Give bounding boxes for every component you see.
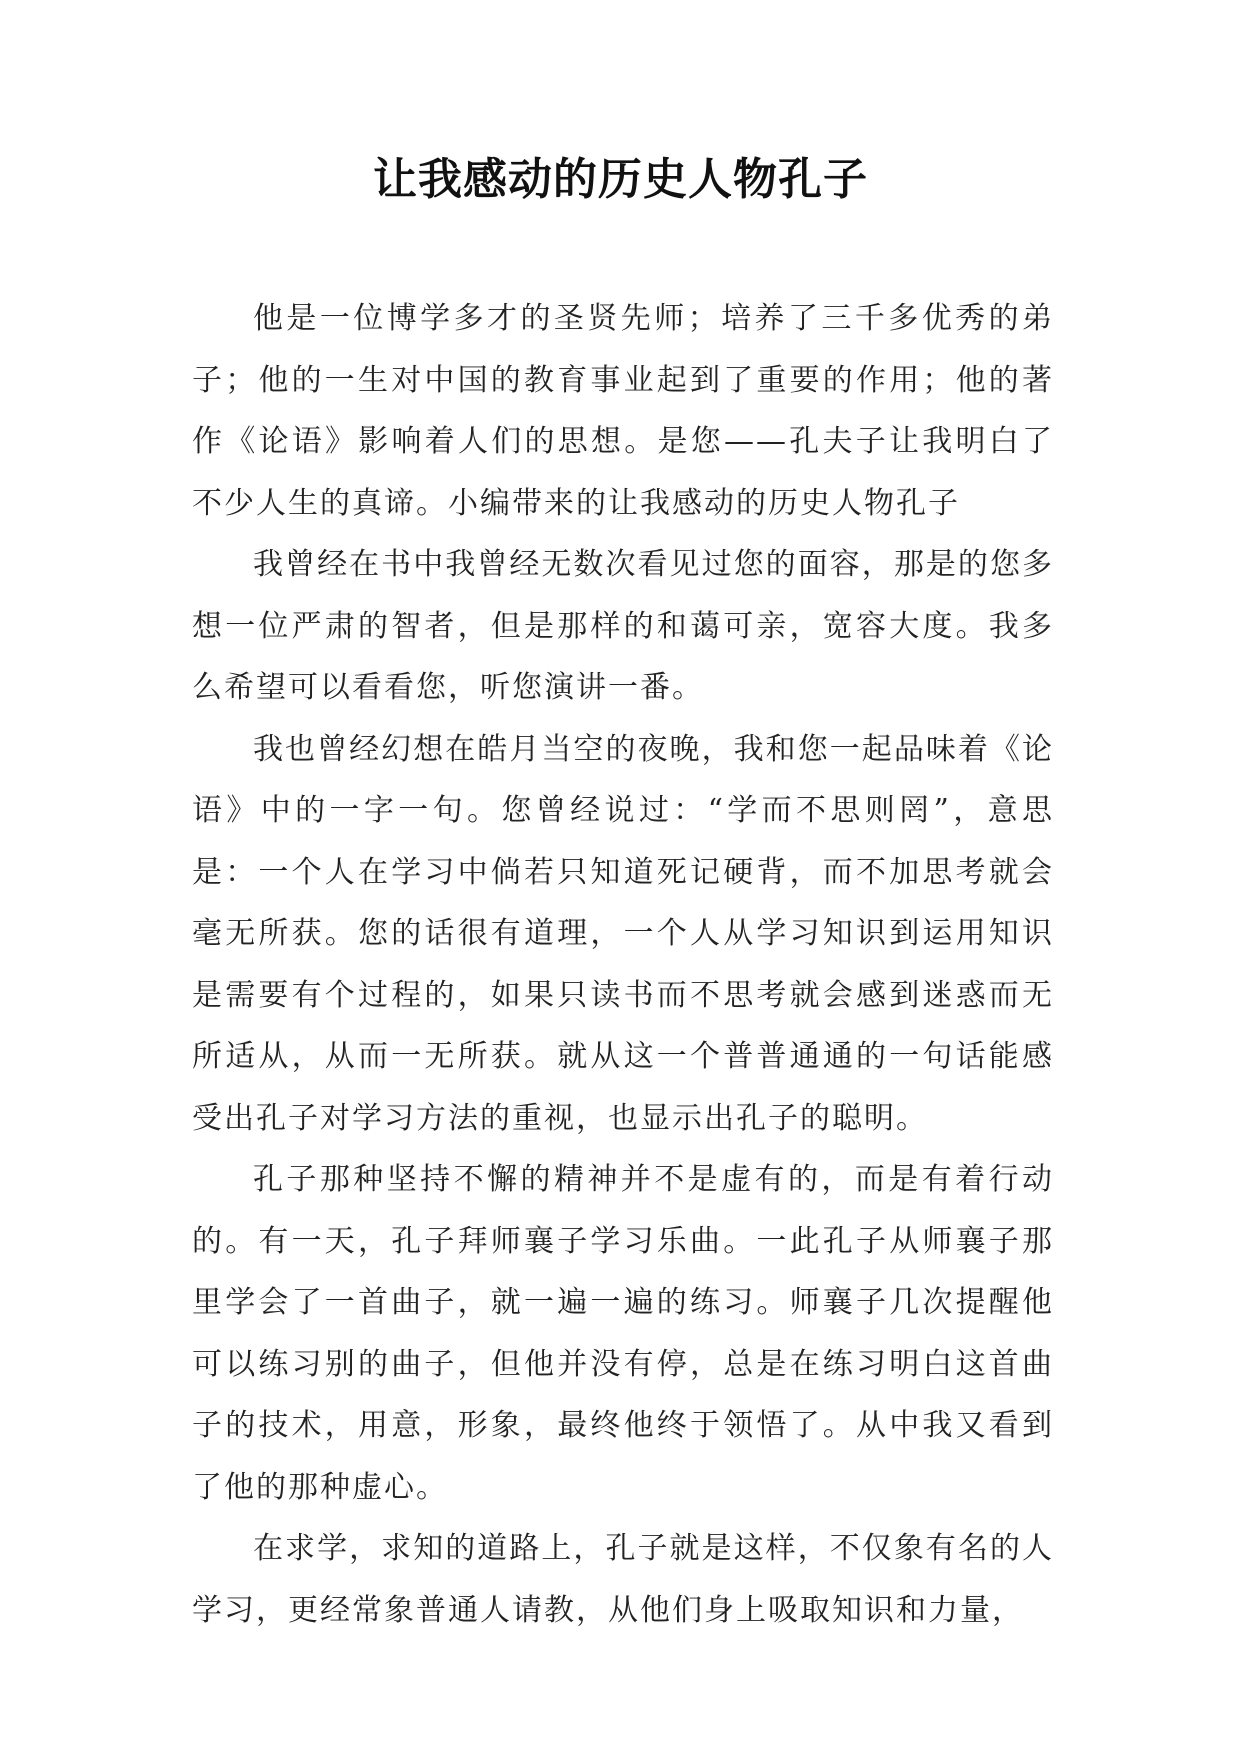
paragraph: 他是一位博学多才的圣贤先师；培养了三千多优秀的弟子；他的一生对中国的教育事业起到了重要的作用；他的著作《论语》影响着人们的思想。是您——孔夫子让我明白了不少人生的真谛。小编带来的让我感动的历史人物孔子 — [192, 301, 1054, 521]
document-body — [192, 288, 1054, 1641]
paragraph: 孔子那种坚持不懈的精神并不是虚有的，而是有着行动的。有一天，孔子拜师襄子学习乐曲。一此孔子从师襄子那里学会了一首曲子，就一遍一遍的练习。师襄子几次提醒他可以练习别的曲子，但他并没有停，总是在练习明白这首曲子的技术，用意，形象，最终他终于领悟了。从中我又看到了他的那种虚心。 — [192, 1162, 1054, 1505]
paragraph: 我也曾经幻想在皓月当空的夜晚，我和您一起品味着《论语》中的一字一句。您曾经说过：“学而不思则罔”，意思是：一个人在学习中倘若只知道死记硬背，而不加思考就会毫无所获。您的话很有道理，一个人从学习知识到运用知识是需要有个过程的，如果只读书而不思考就会感到迷惑而无所适从，从而一无所获。就从这一个普普通通的一句话能感受出孔子对学习方法的重视，也显示出孔子的聪明。 — [192, 731, 1054, 1136]
document-title: 让我感动的历史人物孔子 — [373, 154, 868, 205]
paragraph: 在求学，求知的道路上，孔子就是这样，不仅象有名的人学习，更经常象普通人请教，从他们身上吸取知识和力量， — [192, 1531, 1054, 1628]
paragraph: 我曾经在书中我曾经无数次看见过您的面容，那是的您多想一位严肃的智者，但是那样的和蔼可亲，宽容大度。我多么希望可以看看您，听您演讲一番。 — [192, 547, 1054, 705]
